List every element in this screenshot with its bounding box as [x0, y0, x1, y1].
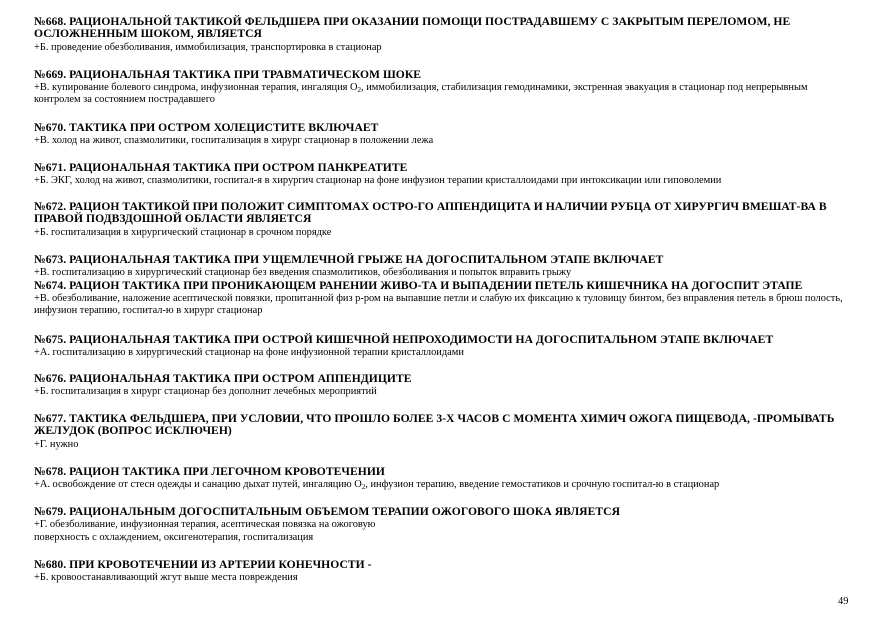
question-673: №673. РАЦИОНАЛЬНАЯ ТАКТИКА ПРИ УЩЕМЛЕЧНОЙ ГРЫЖЕ НА ДОГОСПИТАЛЬНОМ ЭТАПЕ ВКЛЮЧАЕТ [34, 253, 664, 266]
answer-678: +А. освобождение от стесн одежды и санацию дыхат путей, ингаляцию $О_2$, инфузион терапию, введение гемостатиков и срочную госпитал-ю в стационар [34, 479, 720, 491]
question-674: №674. РАЦИОН ТАКТИКА ПРИ ПРОНИКАЮЩЕМ РАНЕНИИ ЖИВО-ТА И ВЫПАДЕНИИ ПЕТЕЛЬ КИШЕЧНИКА НА ДОГОСПИТ ЭТАПЕ [34, 279, 803, 292]
answer-671: +Б. ЭКГ, холод на живот, спазмолитики, госпитал-я в хирургич стационар на фоне инфузион терапии кристаллоидами при интоксикации или гиповолемии [34, 175, 722, 186]
answer-669: +В. купирование болевого синдрома, инфузионная терапия, ингаляция $О_2$, иммобилизация, стабилизация гемодинамики, экстренная эвакуация в стационар под непрерывным контролем за состоянием пострадавшего [34, 82, 808, 105]
question-675: №675. РАЦИОНАЛЬНАЯ ТАКТИКА ПРИ ОСТРОЙ КИШЕЧНОЙ НЕПРОХОДИМОСТИ НА ДОГОСПИТАЛЬНОМ ЭТАПЕ ВКЛЮЧАЕТ [34, 333, 774, 346]
answer-676: +Б. госпитализация в хирург стационар без дополнит лечебных мероприятий [34, 386, 377, 397]
answer-668: +Б. проведение обезболивания, иммобилизация, транспортировка в стационар [34, 42, 382, 53]
question-669: №669. РАЦИОНАЛЬНАЯ ТАКТИКА ПРИ ТРАВМАТИЧЕСКОМ ШОКЕ [34, 68, 422, 81]
question-676: №676. РАЦИОНАЛЬНАЯ ТАКТИКА ПРИ ОСТРОМ АППЕНДИЦИТЕ [34, 372, 412, 385]
question-668: №668. РАЦИОНАЛЬНОЙ ТАКТИКОЙ ФЕЛЬДШЕРА ПРИ ОКАЗАНИИ ПОМОЩИ ПОСТРАДАВШЕМУ С ЗАКРЫТЫМ ПЕРЕЛОМОМ, НЕ ОСЛОЖНЕННЫМ ШОКОМ, ЯВЛЯЕТСЯ [34, 15, 791, 40]
answer-679-line-1: +Г. обезболивание, инфузионная терапия, асептическая повязка на ожоговую [34, 519, 376, 530]
question-671: №671. РАЦИОНАЛЬНАЯ ТАКТИКА ПРИ ОСТРОМ ПАНКРЕАТИТЕ [34, 161, 408, 174]
question-670: №670. ТАКТИКА ПРИ ОСТРОМ ХОЛЕЦИСТИТЕ ВКЛЮЧАЕТ [34, 121, 379, 134]
answer-670: +В. холод на живот, спазмолитики, госпитализация в хирург стационар в положении лежа [34, 135, 434, 146]
question-679: №679. РАЦИОНАЛЬНЫМ ДОГОСПИТАЛЬНЫМ ОБЪЕМОМ ТЕРАПИИ ОЖОГОВОГО ШОКА ЯВЛЯЕТСЯ [34, 505, 621, 518]
answer-675: +А. госпитализацию в хирургический стационар на фоне инфузионной терапии кристаллоидами [34, 347, 464, 358]
question-680: №680. ПРИ КРОВОТЕЧЕНИИ ИЗ АРТЕРИИ КОНЕЧНОСТИ - [34, 558, 372, 571]
page-number: 49 [838, 596, 849, 607]
answer-673: +В. госпитализацию в хирургический стационар без введения спазмолитиков, обезболивания и попыток вправить грыжу [34, 267, 572, 278]
question-678: №678. РАЦИОН ТАКТИКА ПРИ ЛЕГОЧНОМ КРОВОТЕЧЕНИИ [34, 465, 385, 478]
question-677: №677. ТАКТИКА ФЕЛЬДШЕРА, ПРИ УСЛОВИИ, ЧТО ПРОШЛО БОЛЕЕ 3-Х ЧАСОВ С МОМЕНТА ХИМИЧ ОЖОГА ПИЩЕВОДА, -ПРОМЫВАТЬ ЖЕЛУДОК (ВОПРОС ИСКЛЮЧЕН) [34, 412, 835, 437]
answer-672: +Б. госпитализация в хирургический стационар в срочном порядке [34, 227, 332, 238]
answer-674: +В. обезболивание, наложение асептической повязки, пропитанной физ р-ром на выпавшие петли и слабую их фиксацию к туловищу бинтом, без вправления петель в брюш полость, инфузион терапию, госпитал-ю в хирург стационар [34, 293, 843, 316]
question-672: №672. РАЦИОН ТАКТИКОЙ ПРИ ПОЛОЖИТ СИМПТОМАХ ОСТРО-ГО АППЕНДИЦИТА И НАЛИЧИИ РУБЦА ОТ ХИРУРГИЧ ВМЕШАТ-ВА В ПРАВОЙ ПОДВЗДОШНОЙ ОБЛАСТИ ЯВЛЯЕТСЯ [34, 200, 827, 225]
answer-680: +Б. кровоостанавливающий жгут выше места повреждения [34, 572, 298, 583]
answer-679-line-2: поверхность с охлаждением, оксигенотерапия, госпитализация [34, 532, 314, 543]
answer-677: +Г. нужно [34, 439, 79, 450]
